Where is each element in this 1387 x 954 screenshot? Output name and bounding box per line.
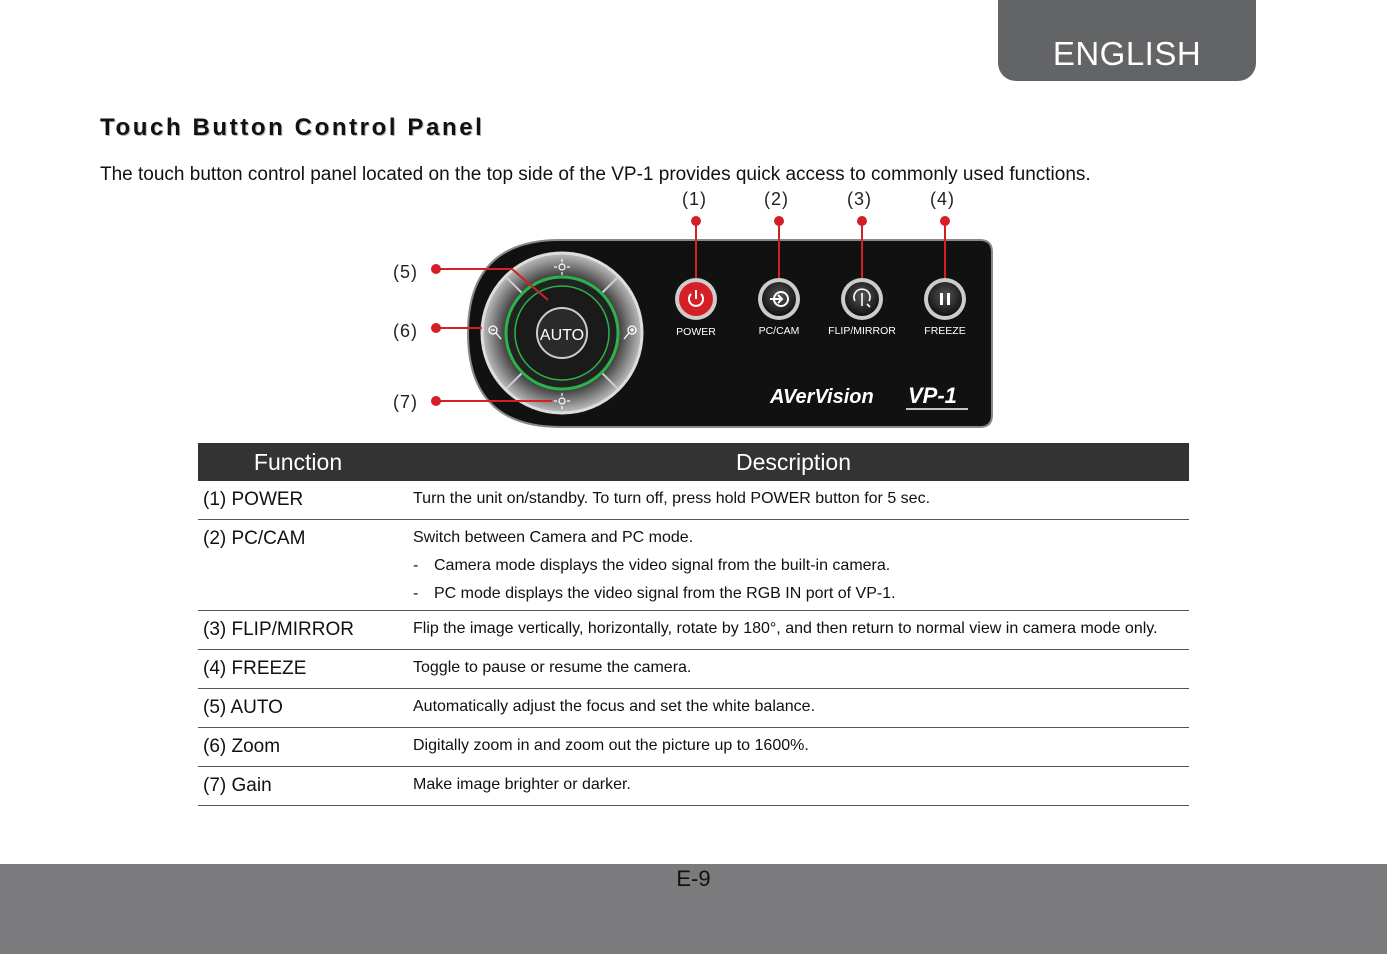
function-table	[198, 443, 1189, 806]
language-tab: ENGLISH	[998, 0, 1256, 81]
page-number: E-9	[676, 866, 711, 891]
function-description: Automatically adjust the focus and set the white balance.	[398, 689, 1189, 728]
function-description	[398, 520, 1189, 611]
function-description: Make image brighter or darker.	[398, 767, 1189, 806]
table-row	[198, 689, 1189, 728]
model-logo: VP-1	[908, 383, 957, 408]
function-description: Digitally zoom in and zoom out the picture up to 1600%.	[398, 728, 1189, 767]
freeze-label: FREEZE	[924, 325, 966, 337]
pccam-button-illustration	[758, 278, 800, 320]
function-description: Toggle to pause or resume the camera.	[398, 650, 1189, 689]
column-header-description: Description	[398, 443, 1189, 481]
auto-label: AUTO	[539, 327, 585, 344]
callout-6: (6)	[393, 321, 418, 341]
function-description: Flip the image vertically, horizontally, rotate by 180°, and then return to normal view in camera mode only.	[398, 611, 1189, 650]
callout-1: (1)	[682, 189, 707, 209]
control-panel-diagram	[380, 185, 1020, 435]
section-title: Touch Button Control Panel	[100, 114, 485, 141]
table-row	[198, 611, 1189, 650]
callout-7: (7)	[393, 392, 418, 412]
table-header-row	[198, 443, 1189, 481]
function-name: (4) FREEZE	[198, 650, 398, 689]
description-text: Switch between Camera and PC mode.	[413, 529, 694, 546]
callout-5: (5)	[393, 262, 418, 282]
description-bullet: - Camera mode displays the video signal from the built-in camera.	[413, 557, 891, 574]
description-bullet: - PC mode displays the video signal from the RGB IN port of VP-1.	[413, 585, 896, 602]
function-description: Turn the unit on/standby. To turn off, press hold POWER button for 5 sec.	[398, 481, 1189, 520]
power-label: POWER	[676, 326, 716, 338]
callout-4: (4)	[930, 189, 955, 209]
column-header-function: Function	[198, 443, 398, 481]
freeze-button-illustration	[924, 278, 966, 320]
table-row	[198, 481, 1189, 520]
control-panel-illustration	[380, 185, 1020, 435]
callout-2: (2)	[764, 189, 789, 209]
table-row	[198, 728, 1189, 767]
intro-paragraph: The touch button control panel located on the top side of the VP-1 provides quick access to commonly used functions.	[100, 164, 1091, 185]
power-button-illustration	[675, 278, 717, 320]
function-name: (6) Zoom	[198, 728, 398, 767]
function-name: (7) Gain	[198, 767, 398, 806]
function-name: (5) AUTO	[198, 689, 398, 728]
function-name: (2) PC/CAM	[198, 520, 398, 611]
flip-button-illustration	[841, 278, 883, 320]
function-name: (3) FLIP/MIRROR	[198, 611, 398, 650]
pccam-label: PC/CAM	[758, 325, 800, 337]
callout-3: (3)	[847, 189, 872, 209]
table-row	[198, 650, 1189, 689]
table-row	[198, 520, 1189, 611]
function-name: (1) POWER	[198, 481, 398, 520]
table-row	[198, 767, 1189, 806]
flip-label: FLIP/MIRROR	[828, 325, 896, 337]
brand-logo: AVerVision	[770, 386, 874, 408]
